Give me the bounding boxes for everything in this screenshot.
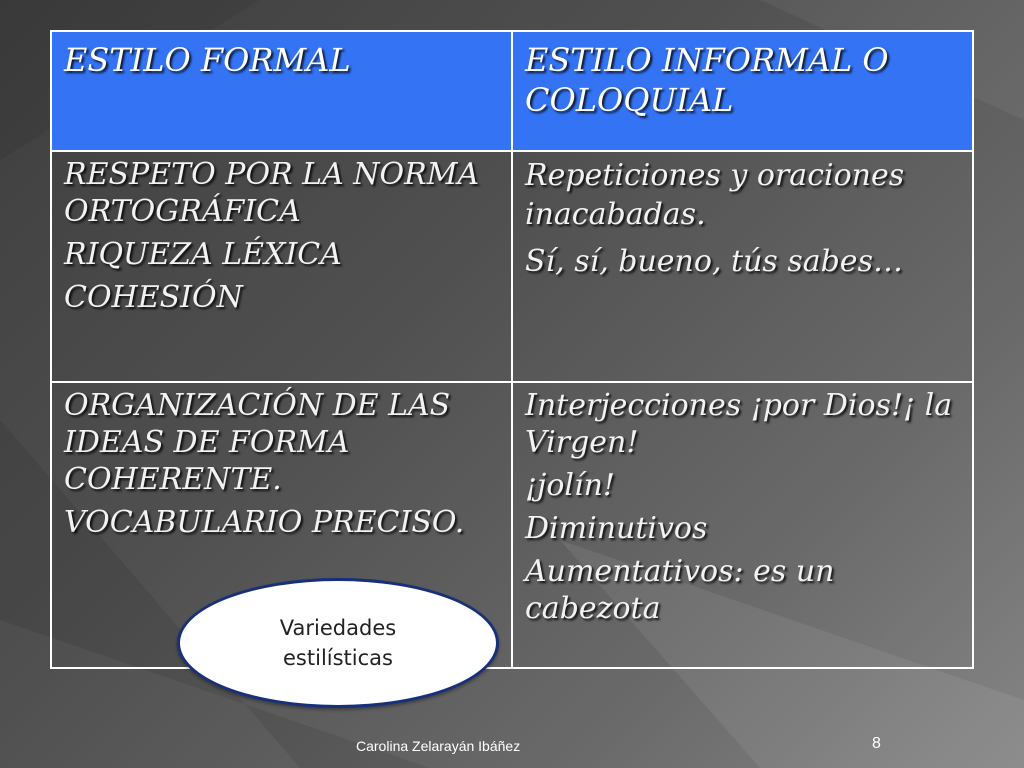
comparison-table (50, 30, 974, 669)
table-row (51, 151, 973, 382)
cell-line: ORGANIZACIÓN DE LAS IDEAS DE FORMA COHERENTE. (64, 388, 451, 497)
callout-line: Variedades (279, 616, 397, 640)
cell-informal-row2 (512, 382, 973, 668)
cell-line: Diminutivos (525, 511, 708, 546)
header-informal: ESTILO INFORMAL O COLOQUIAL (512, 31, 973, 151)
callout-line: estilísticas (283, 646, 393, 670)
cell-line: Interjecciones ¡por Dios!¡ la Virgen! (525, 388, 953, 460)
cell-line: Aumentativos: es un cabezota (525, 554, 835, 626)
callout-ellipse (177, 578, 499, 708)
cell-line: COHESIÓN (64, 280, 243, 315)
header-row (51, 31, 973, 151)
cell-line: RESPETO POR LA NORMA ORTOGRÁFICA (64, 157, 480, 229)
cell-informal-row1 (512, 151, 973, 382)
cell-formal-row1 (51, 151, 512, 382)
page-number: 8 (872, 735, 881, 752)
cell-line: Repeticiones y oraciones inacabadas. (525, 158, 905, 232)
cell-line: VOCABULARIO PRECISO. (64, 505, 465, 540)
cell-line: ¡jolín! (525, 468, 615, 503)
header-formal: ESTILO FORMAL (51, 31, 512, 151)
cell-line: RIQUEZA LÉXICA (64, 237, 342, 272)
cell-line: Sí, sí, bueno, tús sabes… (525, 244, 903, 279)
footer-author: Carolina Zelarayán Ibáñez (356, 738, 521, 754)
